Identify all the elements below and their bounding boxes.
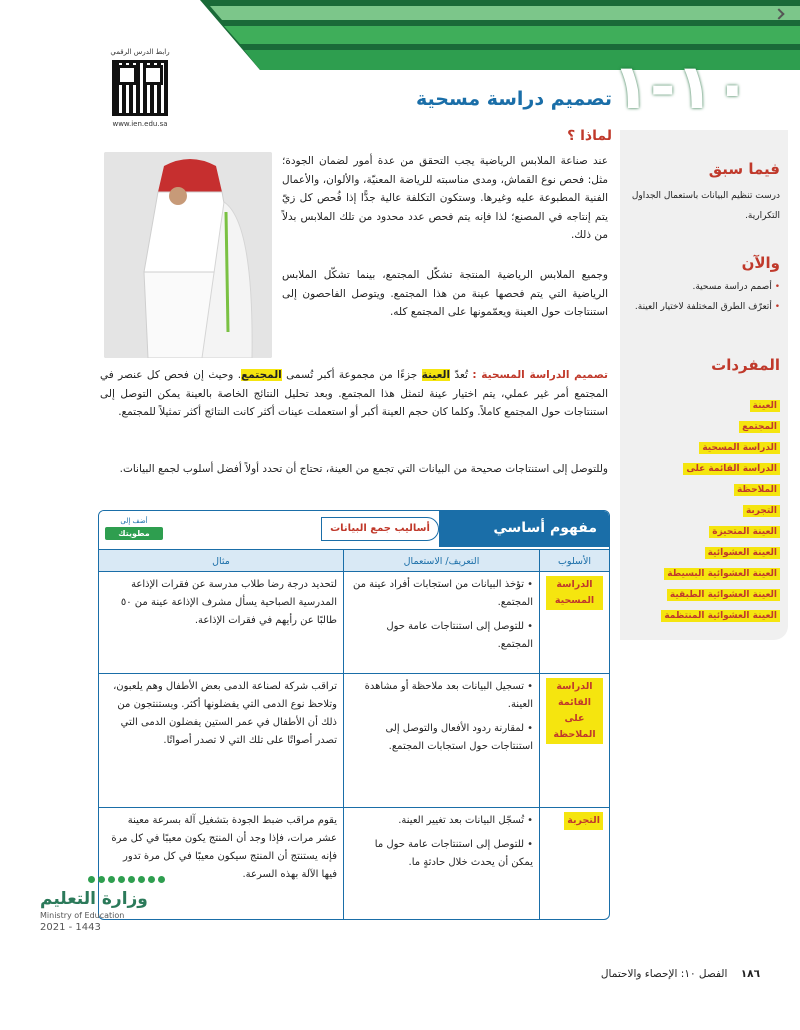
header-example: مثال xyxy=(212,556,230,567)
vocab-item[interactable]: الملاحظة xyxy=(628,477,780,496)
example-text: لتحديد درجة رضا طلاب مدرسة عن فقرات الإذاعة المدرسية الصباحية يسأل مشرف الإذاعة عينة من ٥٠ طالبًا عن رأيهم في فقرات الإذاعة. xyxy=(120,579,337,626)
vocab-title: المفردات xyxy=(711,356,780,374)
example-text: يقوم مراقب ضبط الجودة بتشغيل آلة بسرعة معينة عشر مرات، فإذا وجد أن المنتج يكون معيبًا في كل مرة فإنه يستنتج أن المنتج سيكون معيبًا في كل مرة تدور فيها الآلة بهذه السرعة. xyxy=(111,815,337,880)
page-number: ١٨٦ xyxy=(740,968,760,980)
style-tag: الدراسة المسحية xyxy=(546,576,603,610)
page-footer xyxy=(420,968,760,980)
then-text: درست تنظيم البيانات باستعمال الجداول التكرارية. xyxy=(631,191,780,221)
foldable-label: مطويتك xyxy=(105,527,163,540)
vocab-item[interactable]: المجتمع xyxy=(628,414,780,433)
design-text-1: تُعدّ xyxy=(450,369,473,381)
vocab-item[interactable]: الدراسة المسحية xyxy=(628,435,780,454)
definition-item: •تؤخذ البيانات من استجابات أفراد عينة من المجتمع. xyxy=(352,579,533,608)
table-header-row xyxy=(99,549,609,571)
sidebar xyxy=(620,130,788,640)
definition-item: •تسجيل البيانات بعد ملاحظة أو مشاهدة العينة. xyxy=(364,681,533,710)
qr-label: رابط الدرس الرقمي xyxy=(110,48,170,56)
then-title: فيما سبق xyxy=(708,160,780,178)
now-title: والآن xyxy=(741,254,780,272)
definition-list xyxy=(350,678,533,756)
header-style: الأسلوب xyxy=(539,550,609,571)
design-text-3: . وحيث إن فحص كل عنصر في المجتمع أمر غير عملي، يتم اختيار عينة لتمثل هذا المجتمع. وبعد تحليل النتائج الخاصة بالعينة يمكن التوصل إلى استنتاجات حول المجتمع كاملاً. وكلما كان حجم العينة أكبر أو استعملت عينات أكثر كانت النتائج أكثر تمثيلاً للمجتمع. xyxy=(100,369,608,418)
why-title: لماذا ؟ xyxy=(567,128,612,144)
style-tag: التجربة xyxy=(564,812,603,830)
vocab-item[interactable]: التجربة xyxy=(628,498,780,517)
key-concept-box xyxy=(98,510,610,920)
edition-year: 2021 - 1443 xyxy=(40,922,101,933)
data-method-paragraph: وللتوصل إلى استنتاجات صحيحة من البيانات التي تجمع من العينة، تحتاج أن تحدد أولاً أفضل أسلوب لجمع البيانات. xyxy=(119,463,608,475)
definition-item: •للتوصل إلى استنتاجات عامة حول المجتمع. xyxy=(386,621,533,650)
now-item: • أصمم دراسة مسحية. xyxy=(692,282,780,292)
term-population: المجتمع xyxy=(241,369,282,381)
vocab-list xyxy=(628,393,780,624)
ministry-name-english: Ministry of Education xyxy=(40,911,125,920)
table-row xyxy=(99,673,609,807)
vocab-item[interactable]: العينة xyxy=(628,393,780,412)
ministry-dots-icon xyxy=(88,876,210,883)
qr-url[interactable]: www.ien.edu.sa xyxy=(112,120,168,128)
definition-item: •للتوصل إلى استنتاجات عامة حول ما يمكن أن يحدث خلال حادثةٍ ما. xyxy=(374,839,533,868)
vocab-item[interactable]: العينة العشوائية xyxy=(628,540,780,559)
qr-code-icon[interactable] xyxy=(112,60,168,116)
foldable-top-label: أضف إلى xyxy=(120,517,148,525)
design-paragraph xyxy=(100,366,608,422)
ministry-name-arabic: وزارة التعليم xyxy=(40,889,148,909)
vocab-item[interactable]: العينة العشوائية الطبقية xyxy=(628,582,780,601)
style-tag: الدراسة القائمة على الملاحظة xyxy=(546,678,603,744)
key-concept-header xyxy=(99,511,609,547)
chapter-title: الفصل ١٠: الإحصاء والاحتمال xyxy=(600,968,728,980)
key-concept-label: مفهوم أساسي xyxy=(439,511,609,547)
vocab-item[interactable]: العينة العشوائية المنتظمة xyxy=(628,603,780,622)
foldable-badge[interactable] xyxy=(105,517,163,547)
chapter-number: ١٠-١ xyxy=(612,50,752,123)
term-sample: العينة xyxy=(421,369,451,381)
table-row xyxy=(99,571,609,673)
definition-list xyxy=(350,576,533,654)
header-definition: التعريف/ الاستعمال xyxy=(343,550,539,571)
why-paragraph-1: عند صناعة الملابس الرياضية يجب التحقق من عدة أمور لضمان الجودة؛ مثل: فحص نوع القماش، ومدى مناسبته للرياضة المعنيّة، والألوان، والأعمال الفنية المطبوعة عليه وغيرها. وستكون التكلفة عالية جدًّا إذا فُحص كل زيّ يتم إنتاجه في المصنع؛ لذا فإنه يتم فحص عدد محدود من تلك الملابس بدلاً من ذلك. xyxy=(282,155,608,241)
vocab-item[interactable]: العينة العشوائية البسيطة xyxy=(628,561,780,580)
vocab-item[interactable]: العينة المتحيزة xyxy=(628,519,780,538)
design-title: تصميم الدراسة المسحية : xyxy=(472,369,608,381)
why-paragraph-2: وجميع الملابس الرياضية المنتجة تشكّل المجتمع، بينما تشكّل الملابس الرياضية التي يتم فحصها عينة من هذا المجتمع. ويتوصل الفاحصون إلى استنتاجات حول العينة ويعمّمونها على المجتمع كله. xyxy=(282,269,608,318)
now-item: • أتعرّف الطرق المختلفة لاختيار العينة. xyxy=(634,302,780,312)
design-text-2: جزءًا من مجموعة أكبر تُسمى xyxy=(281,369,422,381)
vocab-item[interactable]: الدراسة القائمة على xyxy=(628,456,780,475)
key-concept-title: أساليب جمع البيانات xyxy=(321,517,439,541)
definition-item: •لمقارنة ردود الأفعال والتوصل إلى استنتاجات حول استجابات المجتمع. xyxy=(385,723,533,752)
now-list xyxy=(628,280,780,320)
lesson-title: تصميم دراسة مسحية xyxy=(416,88,612,110)
definition-item: •تُسجّل البيانات بعد تغيير العينة. xyxy=(398,815,533,826)
qr-section[interactable] xyxy=(100,48,180,128)
ministry-logo xyxy=(40,876,210,933)
example-text: تراقب شركة لصناعة الدمى بعض الأطفال وهم يلعبون، وتلاحظ نوع الدمى التي يفضلونها أكثر. ويستنتجون من ذلك أن الأطفال في عمر الستين يفضلون الدمى التي تصدر أصواتًا على تلك التي لا تصدر أصواتًا. xyxy=(113,681,337,746)
definition-list xyxy=(350,812,533,872)
tailor-photo xyxy=(104,152,272,358)
